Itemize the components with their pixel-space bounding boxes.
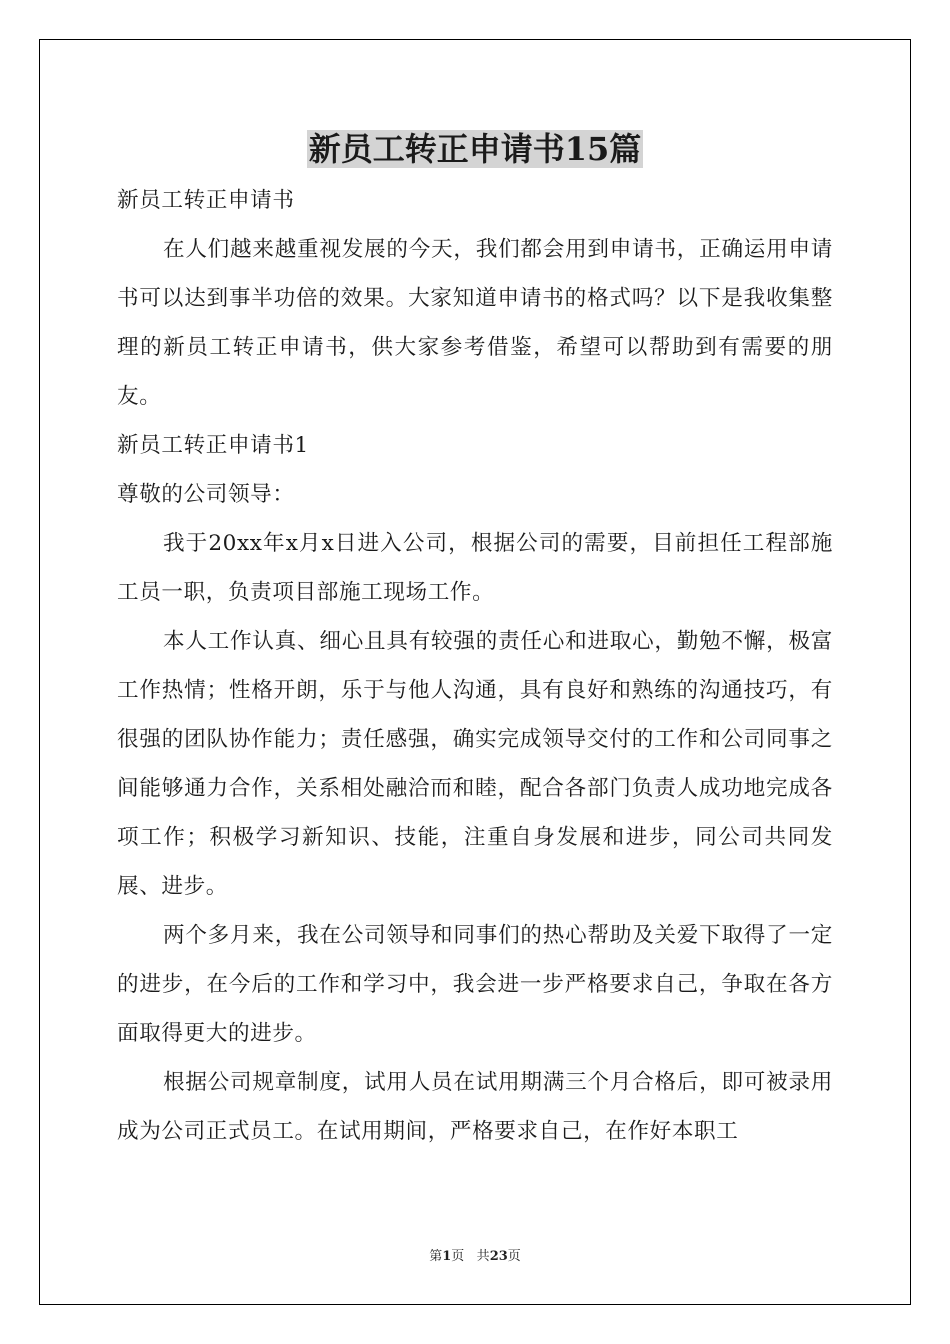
- paragraph-body-2: 本人工作认真、细心且具有较强的责任心和进取心，勤勉不懈，极富工作热情；性格开朗，乐于与他人沟通，具有良好和熟练的沟通技巧，有很强的团队协作能力；责任感强，确实完成领导交付的工作和公司同事之间能够通力合作，关系相处融洽而和睦，配合各部门负责人成功地完成各项工作；积极学习新知识、技能，注重自身发展和进步，同公司共同发展、进步。: [117, 629, 833, 899]
- page-suffix: 页: [451, 1249, 465, 1264]
- paragraph-section-title: 新员工转正申请书1: [117, 433, 309, 458]
- document-title-text: 新员工转正申请书15篇: [308, 130, 642, 168]
- total-suffix: 页: [507, 1249, 521, 1264]
- paragraph-body-4: 根据公司规章制度，试用人员在试用期满三个月合格后，即可被录用成为公司正式员工。在试用期间，严格要求自己，在作好本职工: [117, 1070, 833, 1144]
- page-prefix: 第: [429, 1249, 443, 1264]
- paragraph-salutation: 尊敬的公司领导：: [117, 482, 295, 507]
- paragraph-intro: 在人们越来越重视发展的今天，我们都会用到申请书，正确运用申请书可以达到事半功倍的效果。大家知道申请书的格式吗？以下是我收集整理的新员工转正申请书，供大家参考借鉴，希望可以帮助到有需要的朋友。: [117, 237, 833, 409]
- total-prefix: 共: [476, 1249, 490, 1264]
- paragraph-body-3: 两个多月来，我在公司领导和同事们的热心帮助及关爱下取得了一定的进步，在今后的工作和学习中，我会进一步严格要求自己，争取在各方面取得更大的进步。: [117, 923, 833, 1046]
- page-number: 1: [442, 1249, 452, 1264]
- paragraph-body-1: 我于20xx年x月x日进入公司，根据公司的需要，目前担任工程部施工员一职，负责项目部施工现场工作。: [117, 531, 833, 605]
- total-pages: 23: [489, 1249, 508, 1264]
- page-footer: [0, 1245, 950, 1264]
- document-body: [117, 176, 833, 1156]
- paragraph-heading: 新员工转正申请书: [117, 188, 295, 213]
- document-title: [0, 126, 950, 172]
